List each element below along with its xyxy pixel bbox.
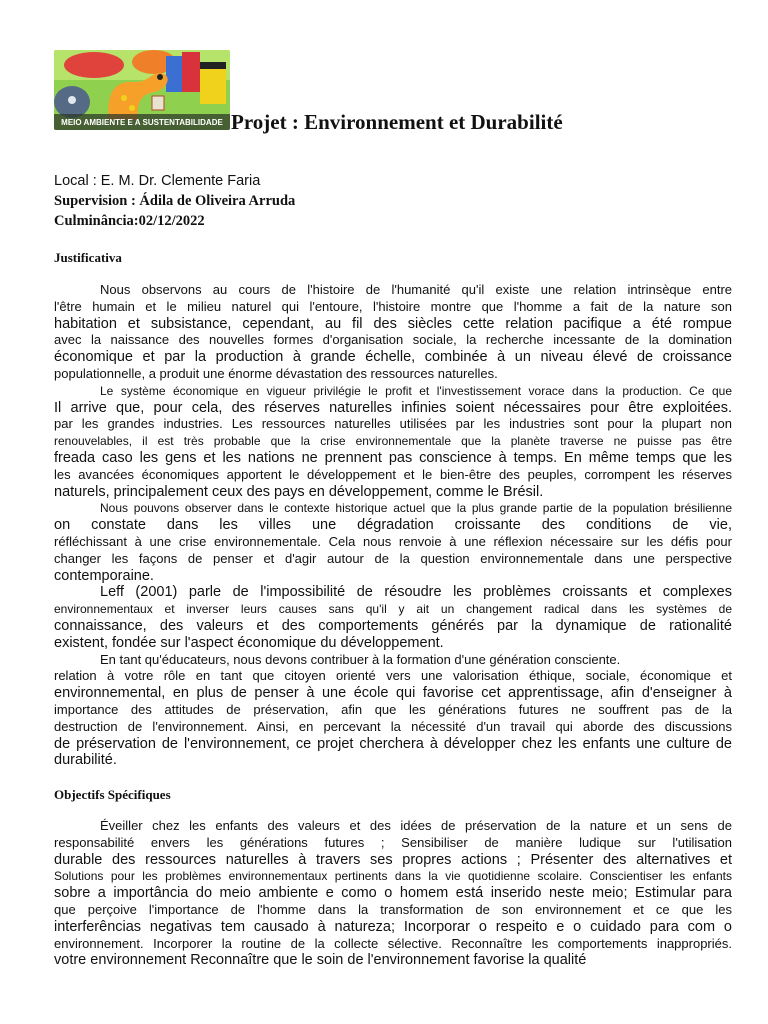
text-line: Solutions pour les problèmes environnementaux pertinents dans la vie quotidienne scolaire. Conscientiser les enfants: [54, 869, 732, 884]
text-line: Il arrive que, pour cela, des réserves naturelles infinies soient nécessaires pour être exploitées.: [54, 399, 732, 416]
text-line: environnemental, en plus de penser à une école qui favorise cet apprentissage, afin d'enseigner à: [54, 685, 732, 702]
text-line: réfléchissant à une crise environnementale. Cela nous renvoie à une réflexion nécessaire sur les défis pour: [54, 533, 732, 549]
text-line: par les grandes industries. Les ressources naturelles utilisées par les industries sont pour la plupart non: [54, 416, 732, 432]
text-line: les avancées économiques apportent le développement et le bien-être des peuples, corrompent les réserves: [54, 466, 732, 482]
text-line: Le système économique en vigueur privilégie le profit et l'investissement vorace dans la production. Ce que: [100, 383, 732, 398]
document-header: [54, 50, 732, 132]
text-line: En tant qu'éducateurs, nous devons contribuer à la formation d'une génération consciente.: [100, 651, 621, 667]
text-line: contemporaine.: [54, 567, 154, 584]
text-line: votre environnement Reconnaître que le soin de l'environnement favorise la qualité: [54, 952, 587, 969]
objectives-heading: Objectifs Spécifiques: [54, 787, 171, 802]
text-line: environnementaux et inverser leurs causes sans qu'il y ait un changement radical dans les systèmes de: [54, 602, 732, 617]
text-line: durabilité.: [54, 752, 117, 769]
project-logo: [54, 50, 230, 130]
text-line: naturels, principalement ceux des pays en développement, comme le Brésil.: [54, 483, 544, 500]
text-line: Leff (2001) parle de l'impossibilité de résoudre les problèmes croissants et complexes: [100, 584, 732, 601]
text-line: environnement. Incorporer la routine de la collecte sélective. Reconnaître les comportements inappropriés.: [54, 935, 732, 951]
text-line: relation à votre rôle en tant que citoyen orienté vers une valorisation éthique, sociale, économique et: [54, 668, 732, 684]
text-line: Éveiller chez les enfants des valeurs et des idées de préservation de la nature et un sens de: [100, 818, 732, 833]
project-info: [54, 172, 732, 231]
text-line: interferências negativas tem causado à natureza; Incorporar o respeito e o cuidado para com o: [54, 918, 732, 935]
text-line: on constate dans les villes une dégradation croissante des conditions de vie,: [54, 517, 732, 534]
text-line: existent, fondée sur l'aspect économique du développement.: [54, 634, 444, 651]
text-line: destruction de l'environnement. Ainsi, en percevant la nécessité d'un travail qui aborde des discussions: [54, 718, 732, 734]
location-line: Local : E. M. Dr. Clemente Faria: [54, 173, 261, 189]
justification-heading: Justificativa: [54, 250, 122, 265]
objectives-text: [54, 818, 732, 969]
text-line: de préservation de l'environnement, ce projet cherchera à développer chez les enfants une culture de: [54, 735, 732, 752]
text-line: avec la naissance des nouvelles formes d'organisation sociale, la recherche incessante de la domination: [54, 332, 732, 348]
text-line: économique et par la production à grande échelle, combinée à un niveau élevé de croissance: [54, 349, 732, 366]
logo-caption: MEIO AMBIENTE E A SUSTENTABILIDADE: [61, 118, 223, 127]
text-line: Nous observons au cours de l'histoire de l'humanité qu'il existe une relation intrinsèque entre: [100, 282, 732, 297]
text-line: durable des ressources naturelles à travers ses propres actions ; Présenter des alternatives et: [54, 851, 732, 868]
supervision-line: Supervision : Ádila de Oliveira Arruda: [54, 193, 296, 209]
text-line: habitation et subsistance, cependant, au fil des siècles cette relation pacifique a été rompue: [54, 315, 732, 332]
text-line: Nous pouvons observer dans le contexte historique actuel que la plus grande partie de la population brésilienne: [100, 501, 732, 516]
text-line: changer les façons de penser et d'agir autour de la question environnementale dans une perspective: [54, 550, 732, 566]
justification-text: [54, 282, 732, 769]
text-line: l'être humain et le milieu naturel qui l'entoure, l'histoire montre que l'homme a fait de la nature son: [54, 298, 732, 314]
culmination-date-line: Culminância:02/12/2022: [54, 213, 205, 229]
text-line: que perçoive l'importance de l'homme dans la transformation de son environnement et ce que les: [54, 901, 732, 917]
text-line: importance des attitudes de préservation, afin que les générations futures ne souffrent pas de la: [54, 701, 732, 717]
text-line: responsabilité envers les générations futures ; Sensibiliser de manière ludique sur l'utilisation: [54, 834, 732, 850]
text-line: sobre a importância do meio ambiente e como o homem está inserido neste meio; Estimular para: [54, 885, 732, 902]
text-line: renouvelables, il est très probable que la crise environnementale que la planète traverse ne puisse pas être: [54, 434, 732, 449]
text-line: connaissance, des valeurs et des comportements générés par la dynamique de rationalité: [54, 617, 732, 634]
text-line: populationnelle, a produit une énorme dévastation des ressources naturelles.: [54, 365, 498, 381]
text-line: freada caso les gens et les nations ne prennent pas conscience à temps. En même temps que les: [54, 449, 732, 466]
page-title: Projet : Environnement et Durabilité: [231, 110, 563, 134]
